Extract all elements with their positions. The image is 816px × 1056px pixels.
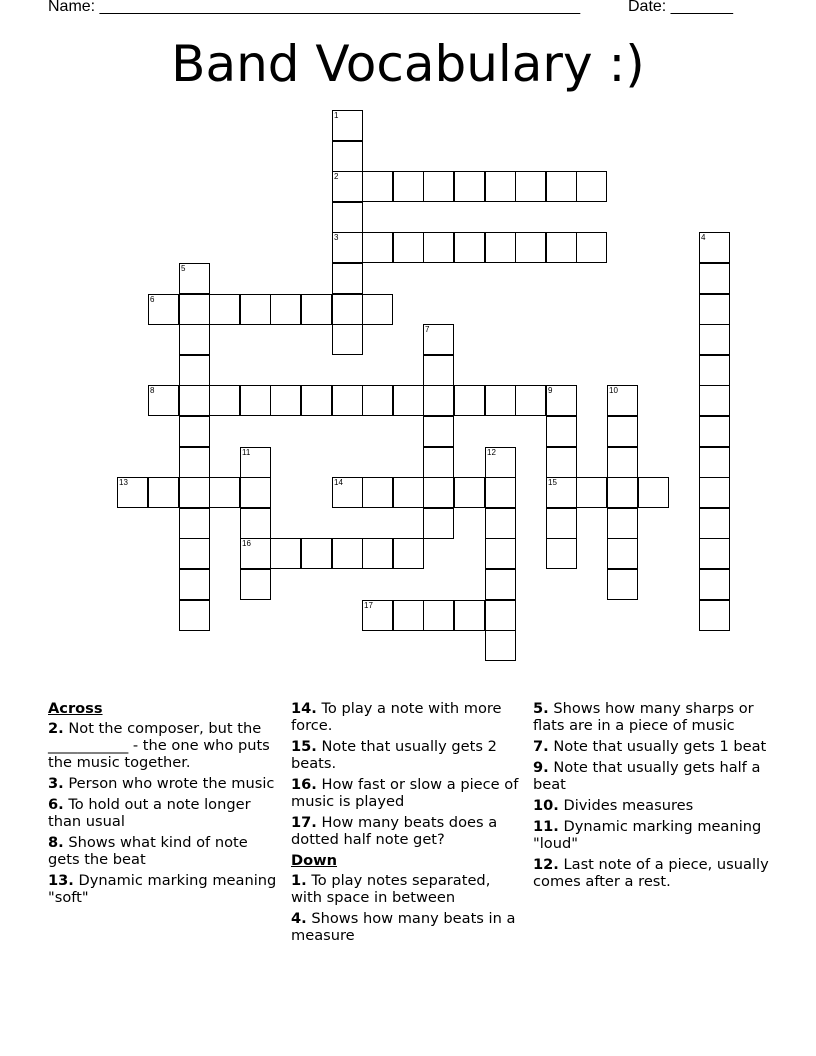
grid-cell[interactable] [332, 294, 363, 325]
grid-cell[interactable] [485, 600, 516, 631]
clue-column-1 [48, 700, 280, 910]
grid-cell[interactable] [301, 385, 332, 416]
clue-across-6: 6. To hold out a note longer than usual [48, 796, 251, 830]
grid-cell[interactable] [576, 232, 607, 263]
grid-cell[interactable] [638, 477, 669, 508]
grid-cell[interactable] [179, 355, 210, 386]
grid-cell[interactable] [546, 385, 577, 416]
grid-cell[interactable] [423, 355, 454, 386]
grid-cell[interactable] [179, 538, 210, 569]
grid-cell[interactable] [393, 232, 424, 263]
grid-cell[interactable] [240, 385, 271, 416]
grid-cell[interactable] [699, 477, 730, 508]
grid-cell[interactable] [301, 538, 332, 569]
grid-cell[interactable] [485, 630, 516, 661]
clue-number: 14 [334, 478, 343, 487]
grid-cell[interactable] [332, 477, 363, 508]
clue-number: 15 [548, 478, 557, 487]
grid-cell[interactable] [454, 477, 485, 508]
grid-cell[interactable] [332, 232, 363, 263]
grid-cell[interactable] [576, 477, 607, 508]
grid-cell[interactable] [546, 171, 577, 202]
grid-cell[interactable] [362, 600, 393, 631]
down-heading: Down [291, 852, 338, 869]
grid-cell[interactable] [699, 538, 730, 569]
grid-cell[interactable] [362, 385, 393, 416]
clue-number: 11 [242, 448, 251, 457]
grid-cell[interactable] [607, 447, 638, 478]
grid-cell[interactable] [546, 447, 577, 478]
clue-number: 13 [119, 478, 128, 487]
grid-cell[interactable] [179, 508, 210, 539]
grid-cell[interactable] [362, 232, 393, 263]
grid-cell[interactable] [362, 294, 393, 325]
clue-number: 17 [364, 601, 373, 610]
clue-number: 1 [334, 111, 339, 120]
grid-cell[interactable] [148, 477, 179, 508]
clue-down-1: 1. To play notes separated, with space in between [291, 872, 491, 906]
grid-cell[interactable] [546, 538, 577, 569]
grid-cell[interactable] [699, 232, 730, 263]
grid-cell[interactable] [454, 171, 485, 202]
date-label: Date: [628, 0, 667, 15]
clue-down-4: 4. Shows how many beats in a measure [291, 910, 516, 944]
clue-across-8: 8. Shows what kind of note gets the beat [48, 834, 248, 868]
grid-cell[interactable] [332, 324, 363, 355]
grid-cell[interactable] [393, 171, 424, 202]
grid-cell[interactable] [270, 385, 301, 416]
grid-cell[interactable] [332, 202, 363, 233]
grid-cell[interactable] [699, 508, 730, 539]
grid-cell[interactable] [423, 416, 454, 447]
grid-cell[interactable] [423, 600, 454, 631]
clue-across-13: 13. Dynamic marking meaning "soft" [48, 872, 277, 906]
grid-cell[interactable] [423, 171, 454, 202]
clue-number: 8 [150, 386, 155, 395]
grid-cell[interactable] [179, 477, 210, 508]
grid-cell[interactable] [546, 416, 577, 447]
grid-cell[interactable] [179, 324, 210, 355]
clue-number: 6 [150, 295, 155, 304]
grid-cell[interactable] [546, 477, 577, 508]
grid-cell[interactable] [423, 477, 454, 508]
clue-down-5: 5. Shows how many sharps or flats are in a piece of music [533, 700, 754, 734]
grid-cell[interactable] [423, 385, 454, 416]
clue-number: 7 [425, 325, 430, 334]
page-title: Band Vocabulary :) [171, 35, 645, 93]
clue-number: 9 [548, 386, 553, 395]
clue-number: 3 [334, 233, 339, 242]
clue-down-12: 12. Last note of a piece, usually comes after a rest. [533, 856, 769, 890]
grid-cell[interactable] [332, 263, 363, 294]
clue-number: 16 [242, 539, 251, 548]
grid-cell[interactable] [515, 385, 546, 416]
grid-cell[interactable] [332, 171, 363, 202]
grid-cell[interactable] [240, 538, 271, 569]
grid-cell[interactable] [240, 477, 271, 508]
clue-column-3 [533, 700, 773, 894]
grid-cell[interactable] [240, 294, 271, 325]
grid-cell[interactable] [332, 141, 363, 172]
grid-cell[interactable] [485, 447, 516, 478]
clue-column-2 [291, 700, 523, 948]
clue-across-15: 15. Note that usually gets 2 beats. [291, 738, 497, 772]
grid-cell[interactable] [485, 385, 516, 416]
grid-cell[interactable] [485, 477, 516, 508]
grid-cell[interactable] [423, 447, 454, 478]
grid-cell[interactable] [148, 385, 179, 416]
clue-across-14: 14. To play a note with more force. [291, 700, 502, 734]
grid-cell[interactable] [485, 508, 516, 539]
name-line: ______________________________________________________ [99, 0, 581, 15]
grid-cell[interactable] [485, 569, 516, 600]
grid-cell[interactable] [485, 171, 516, 202]
grid-cell[interactable] [546, 508, 577, 539]
grid-cell[interactable] [607, 538, 638, 569]
grid-cell[interactable] [607, 385, 638, 416]
grid-cell[interactable] [699, 600, 730, 631]
grid-cell[interactable] [240, 508, 271, 539]
grid-cell[interactable] [485, 538, 516, 569]
clue-number: 12 [487, 448, 496, 457]
grid-cell[interactable] [393, 538, 424, 569]
grid-cell[interactable] [117, 477, 148, 508]
clue-number: 10 [609, 386, 618, 395]
clue-number: 2 [334, 172, 339, 181]
across-heading: Across [48, 700, 103, 717]
grid-cell[interactable] [485, 232, 516, 263]
grid-cell[interactable] [332, 385, 363, 416]
grid-cell[interactable] [362, 171, 393, 202]
clue-across-2: 2. Not the composer, but the ___________ - the one who puts the music together. [48, 720, 270, 771]
grid-cell[interactable] [607, 416, 638, 447]
grid-cell[interactable] [423, 508, 454, 539]
clue-down-11: 11. Dynamic marking meaning "loud" [533, 818, 762, 852]
grid-cell[interactable] [179, 263, 210, 294]
grid-cell[interactable] [393, 600, 424, 631]
clue-number: 5 [181, 264, 186, 273]
grid-cell[interactable] [423, 232, 454, 263]
grid-cell[interactable] [607, 508, 638, 539]
grid-cell[interactable] [240, 569, 271, 600]
grid-cell[interactable] [699, 385, 730, 416]
grid-cell[interactable] [699, 447, 730, 478]
grid-cell[interactable] [240, 447, 271, 478]
clue-down-7: 7. Note that usually gets 1 beat [533, 738, 767, 755]
date-line: _______ [670, 0, 733, 15]
clue-down-10: 10. Divides measures [533, 797, 694, 814]
grid-cell[interactable] [454, 600, 485, 631]
grid-cell[interactable] [209, 477, 240, 508]
grid-cell[interactable] [423, 324, 454, 355]
grid-cell[interactable] [454, 385, 485, 416]
grid-cell[interactable] [362, 477, 393, 508]
grid-cell[interactable] [179, 294, 210, 325]
grid-cell[interactable] [699, 355, 730, 386]
grid-cell[interactable] [209, 385, 240, 416]
grid-cell[interactable] [179, 600, 210, 631]
grid-cell[interactable] [332, 538, 363, 569]
clue-across-16: 16. How fast or slow a piece of music is played [291, 776, 519, 810]
grid-cell[interactable] [546, 232, 577, 263]
grid-cell[interactable] [332, 110, 363, 141]
grid-cell[interactable] [179, 569, 210, 600]
grid-cell[interactable] [515, 171, 546, 202]
grid-cell[interactable] [607, 569, 638, 600]
grid-cell[interactable] [301, 294, 332, 325]
grid-cell[interactable] [179, 416, 210, 447]
name-label: Name: [48, 0, 96, 15]
clue-number: 4 [701, 233, 706, 242]
grid-cell[interactable] [699, 294, 730, 325]
grid-cell[interactable] [515, 232, 546, 263]
grid-cell[interactable] [270, 538, 301, 569]
grid-cell[interactable] [607, 477, 638, 508]
clue-down-9: 9. Note that usually gets half a beat [533, 759, 761, 793]
grid-cell[interactable] [454, 232, 485, 263]
clue-across-3: 3. Person who wrote the music [48, 775, 275, 792]
grid-cell[interactable] [699, 263, 730, 294]
grid-cell[interactable] [699, 569, 730, 600]
clue-across-17: 17. How many beats does a dotted half note get? [291, 814, 498, 848]
grid-cell[interactable] [393, 477, 424, 508]
grid-cell[interactable] [393, 385, 424, 416]
grid-cell[interactable] [699, 324, 730, 355]
grid-cell[interactable] [576, 171, 607, 202]
grid-cell[interactable] [209, 294, 240, 325]
grid-cell[interactable] [699, 416, 730, 447]
grid-cell[interactable] [362, 538, 393, 569]
grid-cell[interactable] [179, 385, 210, 416]
grid-cell[interactable] [179, 447, 210, 478]
grid-cell[interactable] [270, 294, 301, 325]
grid-cell[interactable] [148, 294, 179, 325]
